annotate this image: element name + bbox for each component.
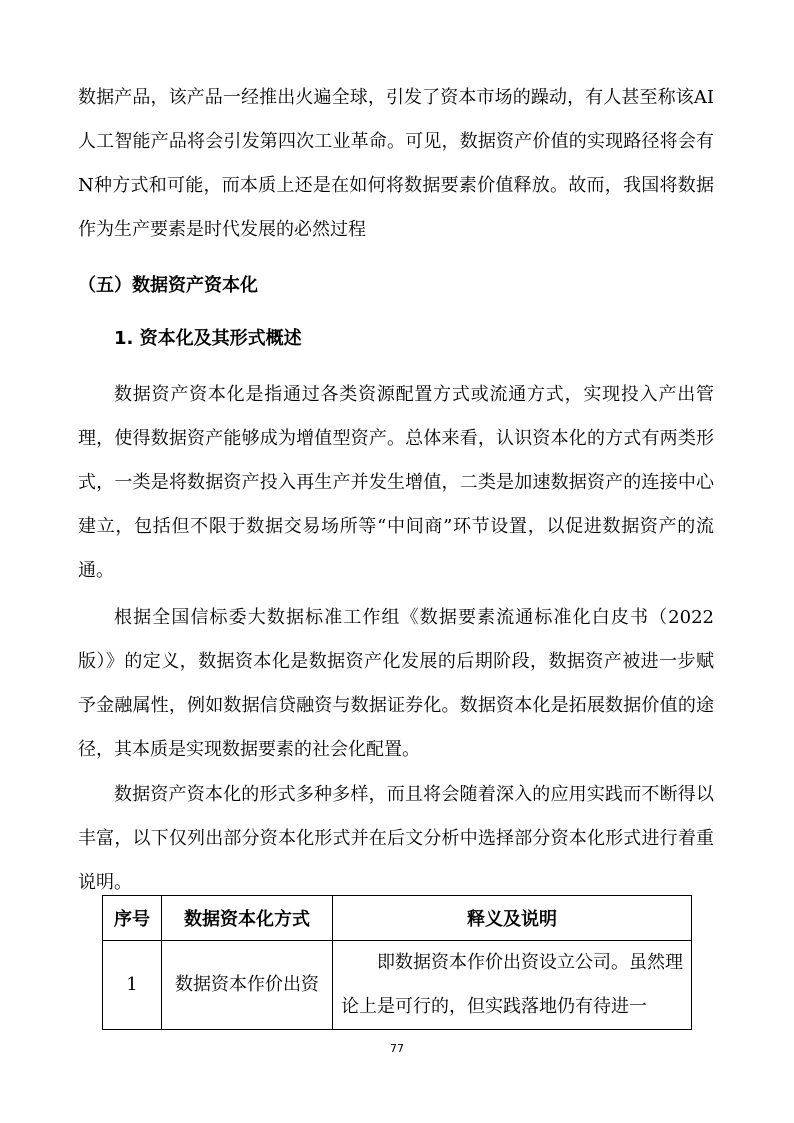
subsection-heading: 1. 资本化及其形式概述 [114,328,302,349]
body-paragraph-3: 数据资产资本化的形式多种多样，而且将会随着深入的应用实践而不断得以丰富，以下仅列出部分资本化形式并在后文分析中选择部分资本化形式进行着重说明。 [78,784,714,893]
body-paragraph-2: 根据全国信标委大数据标准工作组《数据要素流通标准化白皮书（2022版）》的定义，数据资本化是数据资产化发展的后期阶段，数据资产被进一步赋予金融属性，例如数据信贷融资与数据证券化。数据资本化是拓展数据价值的途径，其本质是实现数据要素的社会化配置。 [78,607,714,760]
method-cell: 数据资本作价出资 [162,941,333,1030]
body-paragraph-1: 数据资产资本化是指通过各类资源配置方式或流通方式，实现投入产出管理，使得数据资产能够成为增值型资产。总体来看，认识资本化的方式有两类形式，一类是将数据资产投入再生产并发生增值，二类是加速数据资产的连接中心建立，包括但不限于数据交易场所等“中间商”环节设置，以促进数据资产的流通。 [78,384,714,581]
column-header-description: 释义及说明 [333,896,692,941]
table-row [103,941,692,1030]
section-heading: （五）数据资产资本化 [78,275,258,296]
column-header-method: 数据资本化方式 [162,896,333,941]
continuation-paragraph: 数据产品，该产品一经推出火遍全球，引发了资本市场的躁动，有人甚至称该AI人工智能产品将会引发第四次工业革命。可见，数据资产价值的实现路径将会有N种方式和可能，而本质上还是在如何将数据要素价值释放。故而，我国将数据作为生产要素是时代发展的必然过程 [78,87,714,240]
table-header-row [103,896,692,941]
row-number-cell: 1 [103,941,162,1030]
page-number: 77 [390,1042,404,1055]
description-cell: 即数据资本作价出资设立公司。虽然理论上是可行的，但实践落地仍有待进一 [333,941,692,1030]
column-header-number: 序号 [103,896,162,941]
capitalization-methods-table [102,895,692,1030]
